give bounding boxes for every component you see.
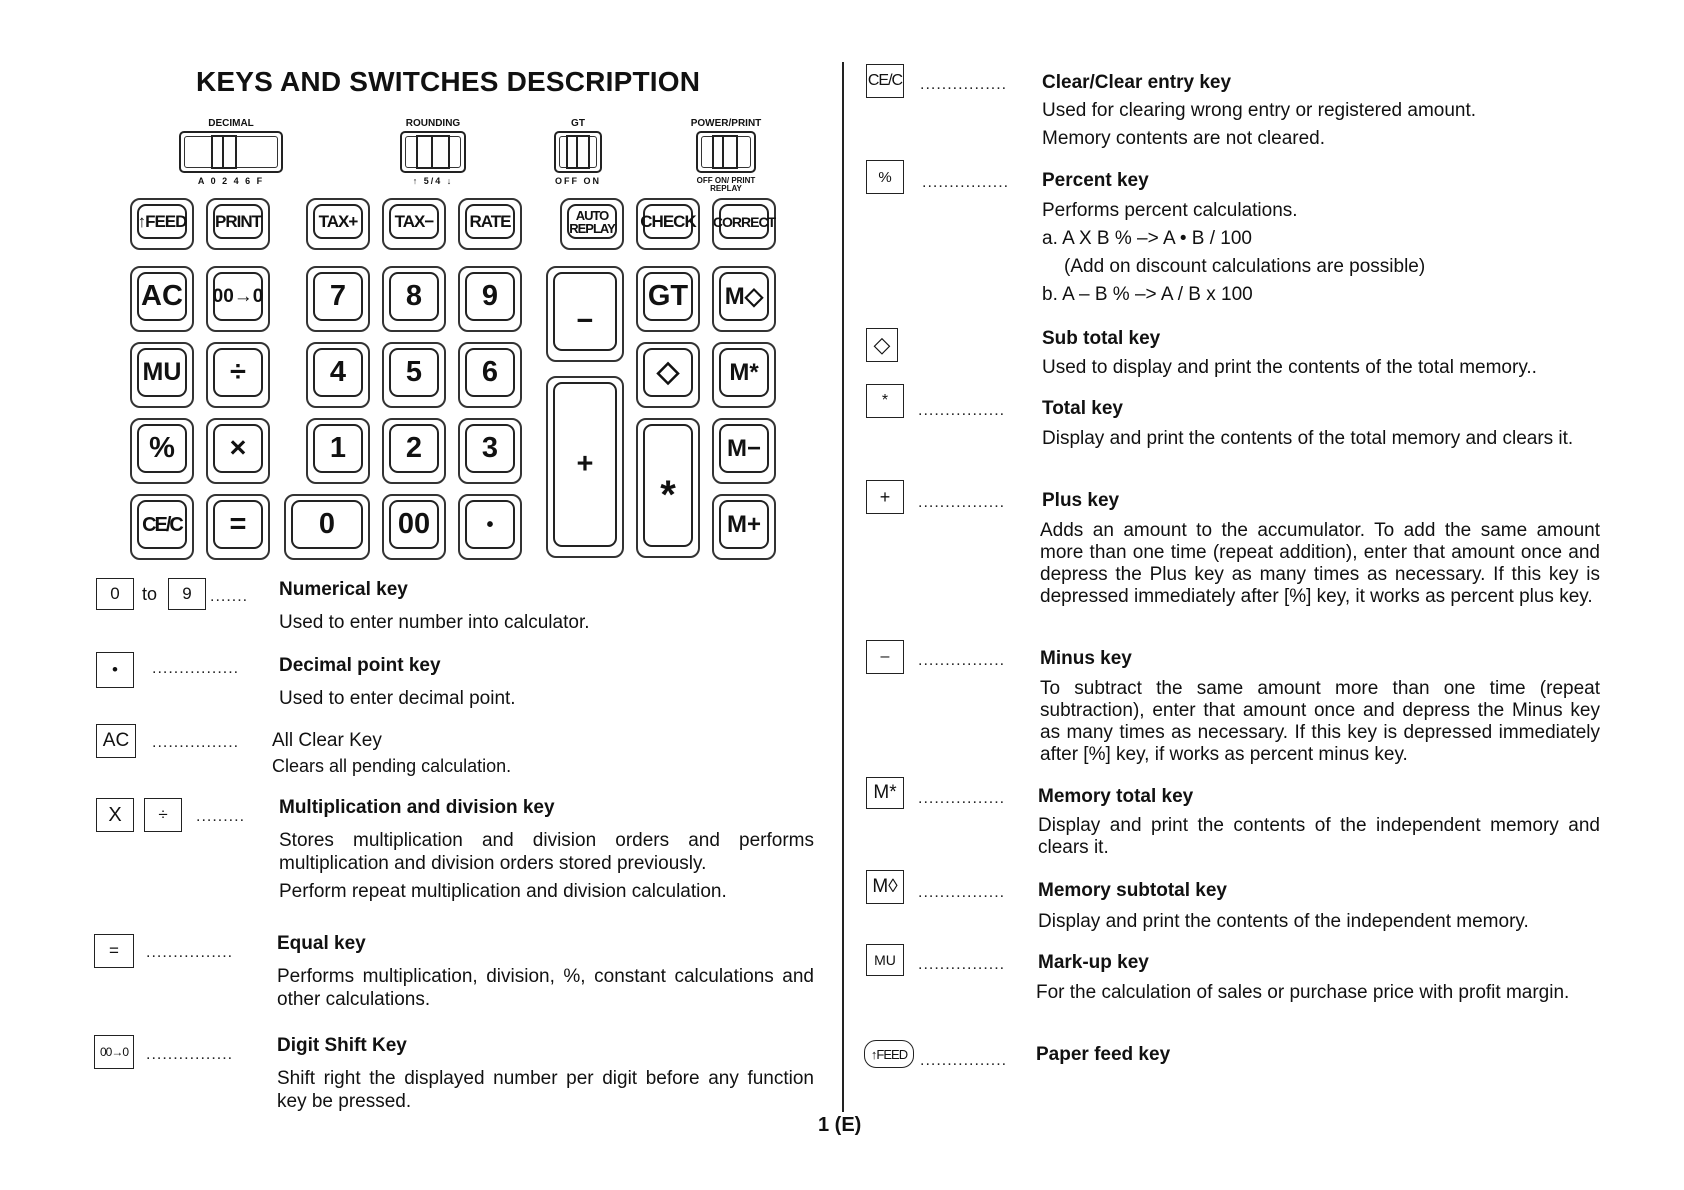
entry-title: Equal key — [277, 933, 366, 954]
key-correct[interactable]: CORRECT — [712, 198, 776, 250]
key-icon-digit-shift: 00→0 — [94, 1035, 134, 1069]
leader-dots: ................ — [146, 1046, 234, 1063]
switch-power-print-label: POWER/PRINT — [690, 118, 762, 129]
key-7[interactable]: 7 — [306, 266, 370, 332]
entry-title: Numerical key — [279, 579, 408, 600]
entry-text: Performs percent calculations. a. A X B % –> A • B / 100 (Add on discount calculations are possible) b. A – B % –> A / B x 100 — [1042, 200, 1426, 305]
entry-title: Paper feed key — [1036, 1044, 1171, 1065]
entry-text: Display and print the contents of the independent memory. — [1038, 911, 1529, 932]
key-check[interactable]: CHECK — [636, 198, 700, 250]
key-feed[interactable]: ↑FEED — [130, 198, 194, 250]
key-icon-0: 0 — [96, 578, 134, 610]
entry-title: All Clear Key — [272, 730, 382, 751]
key-memory-total[interactable]: M* — [712, 342, 776, 408]
leader-dots: ................ — [918, 494, 1006, 511]
key-decimal-point[interactable]: • — [458, 494, 522, 560]
entry-text: Stores multiplication and division orders and performs multiplication and division orders stored previously. Perform repeat multiplication and division calculation. — [279, 830, 814, 902]
entry-title: Total key — [1042, 398, 1123, 419]
key-3[interactable]: 3 — [458, 418, 522, 484]
key-00[interactable]: 00 — [382, 494, 446, 560]
page-number: 1 (E) — [818, 1114, 862, 1136]
key-gt[interactable]: GT — [636, 266, 700, 332]
switch-power-print[interactable] — [676, 118, 776, 193]
to-label: to — [142, 584, 158, 604]
leader-dots: ......... — [196, 808, 246, 825]
key-2[interactable]: 2 — [382, 418, 446, 484]
key-icon-plus: + — [866, 480, 904, 514]
key-rate[interactable]: RATE — [458, 198, 522, 250]
key-icon-minus: – — [866, 640, 904, 674]
leader-dots: ....... — [210, 588, 249, 605]
entry-title: Memory total key — [1038, 786, 1194, 807]
key-total[interactable]: * — [636, 418, 700, 558]
key-subtotal[interactable]: ◇ — [636, 342, 700, 408]
leader-dots: ................ — [918, 956, 1006, 973]
key-icon-total: * — [866, 384, 904, 418]
leader-dots: ................ — [918, 884, 1006, 901]
key-icon-decimal: • — [96, 652, 134, 688]
key-print[interactable]: PRINT — [206, 198, 270, 250]
entry-text: Used to display and print the contents of the total memory.. — [1042, 357, 1537, 378]
leader-dots: ................ — [918, 790, 1006, 807]
key-clear-entry[interactable]: CE/C — [130, 494, 194, 560]
key-6[interactable]: 6 — [458, 342, 522, 408]
key-icon-divide: ÷ — [144, 798, 182, 832]
entry-text: To subtract the same amount more than one time (repeat subtraction), enter that amount once and depress the Minus key as many times as necessary. If this key is depressed immediately after [%] key, if works as percent minus key. — [1040, 678, 1600, 765]
switch-gt[interactable] — [550, 118, 606, 186]
entry-text: Shift right the displayed number per digit before any function key be pressed. — [277, 1068, 814, 1112]
switch-decimal-label: DECIMAL — [208, 118, 254, 129]
leader-dots: ................ — [152, 660, 240, 677]
key-icon-ce-c: CE/C — [866, 64, 904, 98]
entry-title: Minus key — [1040, 648, 1132, 669]
leader-dots: ................ — [918, 652, 1006, 669]
key-tax-plus[interactable]: TAX+ — [306, 198, 370, 250]
entry-title: Clear/Clear entry key — [1042, 72, 1232, 93]
key-auto-replay[interactable]: AUTO REPLAY — [560, 198, 624, 250]
key-digit-shift[interactable]: 00→0 — [206, 266, 270, 332]
key-icon-9: 9 — [168, 578, 206, 610]
key-ac[interactable]: AC — [130, 266, 194, 332]
column-divider — [842, 62, 844, 1112]
key-memory-subtotal[interactable]: M◇ — [712, 266, 776, 332]
key-icon-ac: AC — [96, 724, 136, 758]
entry-title: Plus key — [1042, 490, 1120, 511]
entry-text: Clears all pending calculation. — [272, 756, 512, 776]
key-0[interactable]: 0 — [284, 494, 370, 560]
key-icon-mu: MU — [866, 944, 904, 976]
leader-dots: ................ — [146, 944, 234, 961]
key-mu[interactable]: MU — [130, 342, 194, 408]
entry-text: Performs multiplication, division, %, constant calculations and other calculations. — [277, 966, 814, 1010]
key-minus[interactable]: − — [546, 266, 624, 362]
key-percent[interactable]: % — [130, 418, 194, 484]
switch-rounding-positions: ↑ 5/4 ↓ — [412, 176, 454, 186]
key-icon-percent: % — [866, 160, 904, 194]
entry-title: Sub total key — [1042, 328, 1161, 349]
key-divide[interactable]: ÷ — [206, 342, 270, 408]
entry-title: Percent key — [1042, 170, 1149, 191]
entry-title: Digit Shift Key — [277, 1035, 407, 1056]
leader-dots: ................ — [920, 76, 1008, 93]
entry-title: Mark-up key — [1038, 952, 1149, 973]
key-icon-subtotal: ◇ — [866, 328, 898, 362]
leader-dots: ................ — [152, 734, 240, 751]
switch-rounding-label: ROUNDING — [405, 118, 461, 129]
key-icon-feed: ↑FEED — [864, 1040, 914, 1068]
entry-text: Display and print the contents of the independent memory and clears it. — [1038, 815, 1600, 858]
leader-dots: ................ — [918, 402, 1006, 419]
leader-dots: ................ — [922, 174, 1010, 191]
entry-text: For the calculation of sales or purchase price with profit margin. — [1036, 982, 1570, 1003]
key-memory-minus[interactable]: M− — [712, 418, 776, 484]
switch-power-print-sublabel: REPLAY — [710, 184, 742, 193]
switch-power-print-positions: OFF ON/ PRINT — [696, 176, 756, 185]
key-icon-multiply: X — [96, 798, 134, 832]
key-icon-equal: = — [94, 934, 134, 968]
key-plus[interactable]: + — [546, 376, 624, 558]
key-icon-memory-total: M* — [866, 777, 904, 809]
entry-text: Used for clearing wrong entry or registered amount. Memory contents are not cleared. — [1042, 100, 1477, 149]
key-memory-plus[interactable]: M+ — [712, 494, 776, 560]
entry-title: Decimal point key — [279, 655, 441, 676]
key-icon-memory-subtotal: M◊ — [866, 870, 904, 904]
entry-title: Multiplication and division key — [279, 797, 555, 818]
switch-rounding[interactable] — [400, 118, 466, 186]
entry-text: Used to enter number into calculator. — [279, 612, 590, 633]
entry-text: Used to enter decimal point. — [279, 688, 516, 709]
entry-text: Adds an amount to the accumulator. To add the same amount more than one time (repeat addition), enter that amount once and depress the Plus key as many times as necessary. If this key is depressed immediately after [%] key, it works as percent plus key. — [1040, 520, 1600, 607]
key-4[interactable]: 4 — [306, 342, 370, 408]
switch-gt-label: GT — [571, 118, 585, 129]
key-9[interactable]: 9 — [458, 266, 522, 332]
page-title: KEYS AND SWITCHES DESCRIPTION — [196, 66, 701, 97]
entry-title: Memory subtotal key — [1038, 880, 1227, 901]
switch-decimal[interactable] — [176, 118, 286, 186]
entry-text: Display and print the contents of the total memory and clears it. — [1042, 428, 1574, 449]
key-multiply[interactable]: × — [206, 418, 270, 484]
switch-gt-positions: OFF ON — [555, 176, 601, 186]
leader-dots: ................ — [920, 1052, 1008, 1069]
key-8[interactable]: 8 — [382, 266, 446, 332]
key-equal[interactable]: = — [206, 494, 270, 560]
key-tax-minus[interactable]: TAX− — [382, 198, 446, 250]
key-1[interactable]: 1 — [306, 418, 370, 484]
key-5[interactable]: 5 — [382, 342, 446, 408]
switch-decimal-positions: A 0 2 4 6 F — [197, 176, 265, 186]
